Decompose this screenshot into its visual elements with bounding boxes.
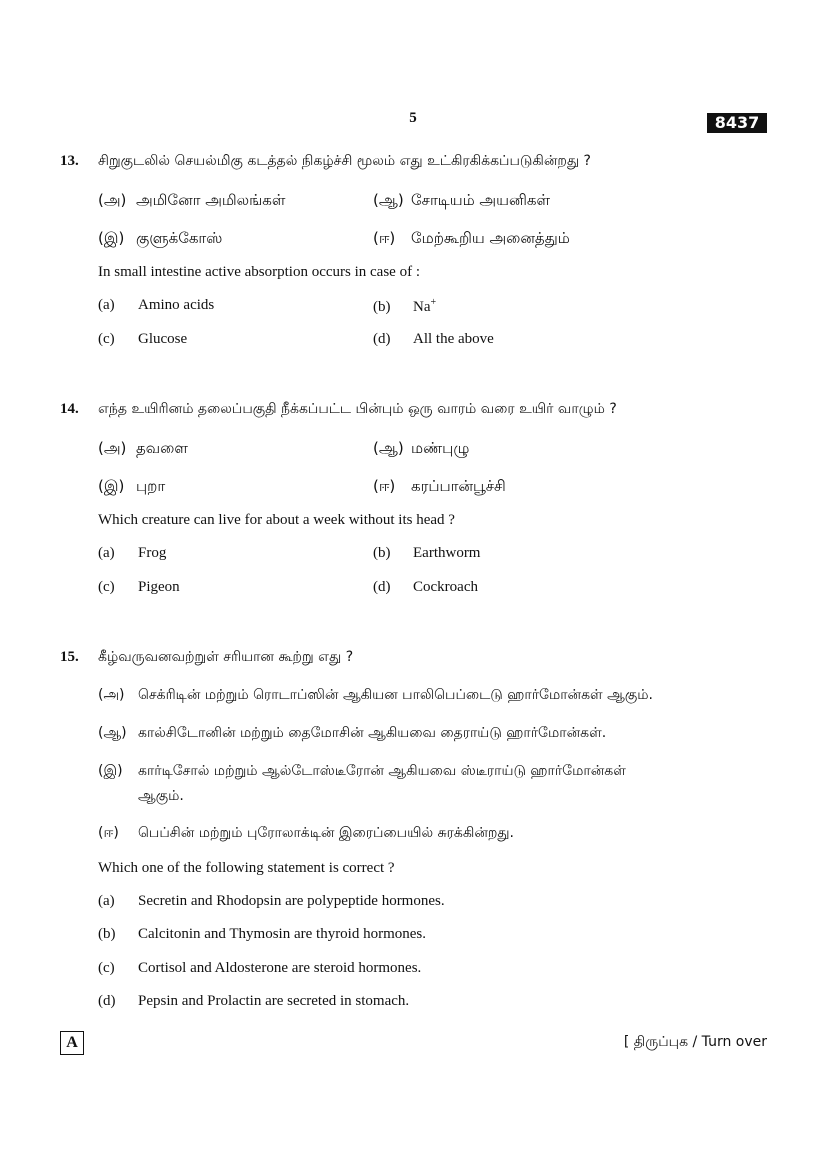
q14-option-a: (a) Frog (98, 545, 167, 561)
question-14-english: Which creature can live for about a week without its head ? (98, 512, 455, 528)
q13-option-c: (c) Glucose (98, 331, 188, 347)
q15-tamil-option-b: (ஆ) கால்சிடோனின் மற்றும் தைமோசின் ஆகியவை தைராய்டு ஹார்மோன்கள். (98, 725, 607, 741)
q13-tamil-option-a: (அ) அமினோ அமிலங்கள் (98, 191, 286, 209)
page-number: 5 (409, 110, 417, 126)
question-15-english: Which one of the following statement is correct ? (98, 860, 395, 876)
question-13-tamil: சிறுகுடலில் செயல்மிகு கடத்தல் நிகழ்ச்சி மூலம் எது உட்கிரகிக்கப்படுகின்றது ? (98, 153, 591, 169)
q15-option-d: (d) Pepsin and Prolactin are secreted in stomach. (98, 993, 410, 1009)
q14-tamil-option-d: (ஈ) கரப்பான்பூச்சி (373, 477, 506, 495)
question-15-number: 15. (60, 649, 79, 665)
q15-tamil-option-d: (ஈ) பெப்சின் மற்றும் புரோலாக்டின் இரைப்பையில் சுரக்கின்றது. (98, 825, 515, 841)
q14-option-d: (d) Cockroach (373, 579, 478, 595)
q13-option-d: (d) All the above (373, 331, 494, 347)
q13-option-a: (a) Amino acids (98, 297, 215, 313)
question-15-tamil: கீழ்வருவனவற்றுள் சரியான கூற்று எது ? (98, 649, 354, 665)
q15-tamil-option-c: (இ) கார்டிசோல் மற்றும் ஆல்டோஸ்டீரோன் ஆகியவை ஸ்டீராய்டு ஹார்மோன்கள் (98, 763, 626, 779)
q13-tamil-option-d: (ஈ) மேற்கூறிய அனைத்தும் (373, 229, 570, 247)
q15-option-b: (b) Calcitonin and Thymosin are thyroid hormones. (98, 926, 427, 942)
turn-over-note: [ திருப்புக / Turn over (623, 1034, 767, 1050)
q13-tamil-option-c: (இ) குளுக்கோஸ் (98, 229, 223, 247)
question-14-tamil: எந்த உயிரினம் தலைப்பகுதி நீக்கப்பட்ட பின்பும் ஒரு வாரம் வரை உயிர் வாழும் ? (98, 401, 617, 417)
q14-option-b: (b) Earthworm (373, 545, 481, 561)
q13-tamil-option-b: (ஆ) சோடியம் அயனிகள் (373, 191, 551, 209)
q14-tamil-option-c: (இ) புறா (98, 477, 166, 495)
question-13-number: 13. (60, 153, 79, 169)
series-code-box: A (60, 1031, 84, 1055)
q15-option-c: (c) Cortisol and Aldosterone are steroid hormones. (98, 960, 422, 976)
paper-code-badge: 8437 (707, 113, 767, 133)
question-14-number: 14. (60, 401, 79, 417)
q15-tamil-option-c-continuation: ஆகும். (138, 788, 184, 804)
q13-option-b: (b) Na+ (373, 297, 437, 315)
q14-option-c: (c) Pigeon (98, 579, 180, 595)
q15-tamil-option-a: (அ) செக்ரிடின் மற்றும் ரொடாப்ஸின் ஆகியன பாலிபெப்டைடு ஹார்மோன்கள் ஆகும். (98, 687, 653, 703)
q14-tamil-option-a: (அ) தவளை (98, 439, 188, 457)
q14-tamil-option-b: (ஆ) மண்புழு (373, 439, 470, 457)
question-13-english: In small intestine active absorption occurs in case of : (98, 264, 420, 280)
q15-option-a: (a) Secretin and Rhodopsin are polypeptide hormones. (98, 893, 445, 909)
